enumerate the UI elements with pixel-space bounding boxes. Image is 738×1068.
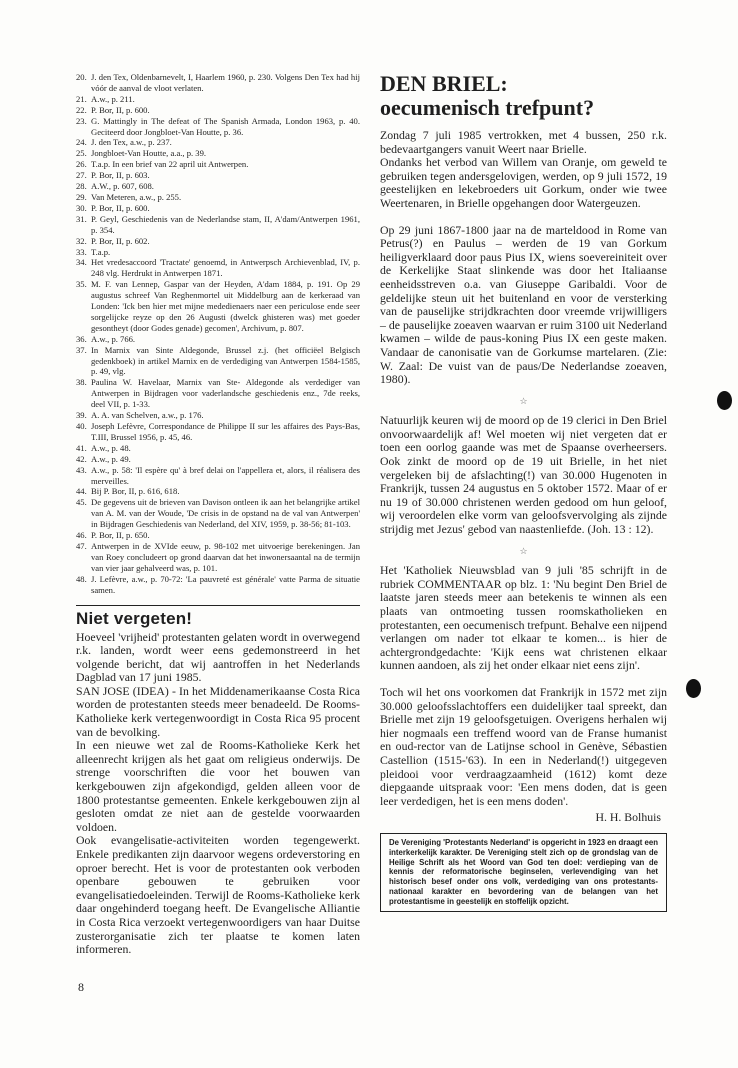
- footnote-item: [76, 421, 360, 443]
- footnote-number: 23.: [76, 115, 87, 126]
- footnote-number: 31.: [76, 213, 87, 224]
- footnote-number: 30.: [76, 202, 87, 213]
- footnote-number: 38.: [76, 377, 87, 388]
- footnote-text: G. Mattingly in The defeat of The Spanish Armada, London 1963, p. 40. Geciteerd door Jongbloet-Van Houtte, p. 36.: [91, 115, 360, 137]
- footnote-number: 33.: [76, 246, 87, 257]
- footnote-text: T.a.p.: [91, 246, 111, 257]
- footnote-item: [76, 334, 360, 345]
- footnote-number: 20.: [76, 72, 87, 82]
- footnote-text: J. Lefèvre, a.w., p. 70-72: 'La pauvreté est générale' vatte Parma de situatie samen.: [91, 573, 360, 595]
- footnote-item: [76, 377, 360, 410]
- footnote-item: [76, 203, 360, 214]
- footnote-number: 48.: [76, 573, 87, 584]
- footnote-item: [76, 530, 360, 541]
- page-number: 8: [78, 980, 84, 994]
- footnote-text: A. A. van Schelven, a.w., p. 176.: [91, 410, 204, 421]
- footnote-item: [76, 345, 360, 378]
- footnote-text: De gegevens uit de brieven van Davison ontleen ik aan het belangrijke artikel van A. M. van der Woude, 'De crisis in de opstand na de val van Antwerpen' in Bijdragen Geschiedenis van Nederland, del XIV, 1959, p. 38-56; 81-103.: [91, 497, 360, 530]
- vereniging-info-box: De Vereniging 'Protestants Nederland' is opgericht in 1923 en draagt een interkerkelijk karakter. De Vereniging stelt zich op de grondslag van de Heilige Schrift als het Woord van God ten doel: verdieping van de kennis der reformatorische beginselen, verlevendiging van het historisch besef onder ons volk, verdediging van ons protestants-nationaal karakter en bevordering van de belangen van het protestantisme in geestelijk en stoffelijk opzicht.: [380, 833, 667, 913]
- paragraph: Hoeveel 'vrijheid' protestanten gelaten wordt in overwegend r.k. landen, wordt weer eens gedemonstreerd in het volgende bericht, dat wij aantroffen in het Nederlands Dagblad van 17 juni 1985.: [76, 629, 361, 685]
- footnote-item: [76, 148, 360, 159]
- footnote-number: 41.: [76, 442, 87, 453]
- footnote-text: J. den Tex, a.w., p. 237.: [91, 137, 172, 148]
- footnote-item: [76, 214, 360, 236]
- footnote-item: [76, 486, 360, 497]
- footnote-number: 34.: [76, 257, 87, 268]
- footnote-item: [76, 247, 360, 258]
- footnote-number: 26.: [76, 159, 87, 170]
- footnote-text: Van Meteren, a.w., p. 255.: [91, 191, 182, 202]
- footnote-number: 35.: [76, 279, 87, 290]
- paragraph: Ondanks het verbod van Willem van Oranje, om geweld te gebruiken tegen andersgelovigen, werden, op 9 juli 1572, 19 geestelijken en lekebroeders uit Gorkum, onder wie twee Weertenaren, in Brielle opgehangen door Watergeuzen.: [380, 155, 667, 210]
- footnote-text: Bij P. Bor, II, p. 616, 618.: [91, 486, 180, 497]
- footnote-text: M. F. van Lennep, Gaspar van der Heyden, A'dam 1884, p. 191. Op 29 augustus schreef Van Reghenmortel uit Middelburg aan de kerkeraad van Londen: 'Ick ben hier met mijne mededienaers naer een periculose ende seer sorgelijcke reyze op den 26 Augusti (dwelck ghisteren was) met goeder gesontheyt (door Godes genade) gecomen', Archivum, p. 807.: [91, 279, 360, 333]
- footnote-item: [76, 94, 360, 105]
- niet-vergeten-body: [76, 631, 360, 957]
- footnote-text: Joseph Lefèvre, Correspondance de Philippe II sur les affaires des Pays-Bas, T.III, Brussel 1956, p. 45, 46.: [91, 421, 360, 442]
- footnote-item: [76, 410, 360, 421]
- footnote-item: [76, 574, 360, 596]
- paragraph: Zondag 7 juli 1985 vertrokken, met 4 bussen, 250 r.k. bedevaartgangers vanuit Weert naar Brielle.: [380, 128, 667, 156]
- footnote-text: A.w., p. 48.: [91, 442, 131, 453]
- footnote-item: [76, 116, 360, 138]
- footnote-number: 24.: [76, 137, 87, 148]
- footnote-number: 25.: [76, 148, 87, 159]
- footnote-text: Antwerpen in de XVIde eeuw, p. 98-102 met uitvoerige berekeningen. Jan van Roey concludeert op grond daarvan dat het inwonersaantal na de termijn van vier jaar gehalveerd was, p. 101.: [91, 540, 360, 573]
- footnote-number: 22.: [76, 104, 87, 115]
- title-line-1: DEN BRIEL:: [380, 71, 508, 96]
- footnote-text: Jongbloet-Van Houtte, a.a., p. 39.: [91, 148, 207, 159]
- footnote-number: 45.: [76, 497, 87, 508]
- footnote-text: P. Geyl, Geschiedenis van de Nederlandse stam, II, A'dam/Antwerpen 1961, p. 354.: [91, 213, 360, 235]
- footnote-item: [76, 279, 360, 334]
- footnote-item: [76, 497, 360, 530]
- footnote-number: 36.: [76, 333, 87, 344]
- footnote-number: 37.: [76, 344, 87, 355]
- right-column: [380, 72, 667, 912]
- title-line-2: oecumenisch trefpunt?: [380, 95, 595, 120]
- footnote-text: P. Bor, II, p. 603.: [91, 170, 150, 181]
- footnote-number: 46.: [76, 530, 87, 541]
- footnote-item: [76, 192, 360, 203]
- footnote-text: Het vredesaccoord 'Tractate' genoemd, in Antwerpsch Archievenblad, IV, p. 248 vlg. Herdrukt in Antwerpen 1871.: [91, 257, 360, 279]
- footnote-text: A.w., p. 58: 'Il espère qu' à bref delai on l'appellera et, alors, il réalisera des merveilles.: [91, 464, 360, 486]
- footnote-item: [76, 454, 360, 465]
- footnote-number: 47.: [76, 540, 87, 551]
- star-separator: ☆: [519, 545, 528, 556]
- paragraph: Op 29 juni 1867-1800 jaar na de marteldood in Rome van Petrus(?) en Paulus – werden de 19 van Gorkum heiligverklaard door paus Pius IX, wiens soevereiniteit over de Kerkelijke Staat slinkende was door het Italiaanse eenheidsstreven o.a. van Giuseppe Garibaldi. Voor de geldelijke steun uit het buitenland en voor de versterking van de pauselijke strijdkrachten door vreemde vrijwilligers – de pauselijke zoeaven waarvan er ruim 3100 uit Nederland kwamen – wilde de paus-koning Pius IX een geste maken. Vandaar de canonisatie van de Gorkumse martelaren. (Zie: W. Zaal: De vuist van de paus/De Nederlandse zoeaven, 1980).: [380, 222, 667, 387]
- left-column: [76, 72, 360, 957]
- paragraph: In een nieuwe wet zal de Rooms-Katholieke Kerk het alleenrecht krijgen als het gaat om religieus onderwijs. De strenge voorschriften die voor het bouwen van kerkgebouwen zijn afgekondigd, gelden alleen voor de 1800 protestantse gemeenten. Enkele kerkgebouwen zijn al gesloten omdat ze niet aan de gestelde voorwaarden voldoen.: [76, 738, 360, 834]
- footnote-text: P. Bor, II, p. 600.: [91, 202, 150, 213]
- footnote-item: [76, 159, 360, 170]
- footnote-number: 39.: [76, 410, 87, 421]
- paragraph: Het 'Katholiek Nieuwsblad van 9 juli '85 schrijft in de rubriek COMMENTAAR op blz. 1: 'Nu begint Den Briel de laatste jaren steeds meer aan betekenis te winnen als een plaats van ontmoeting tussen roomskatholieken en protestanten, een oecumenisch trefpunt. Behalve een nijpend verlangen om nader tot elkaar te komen... is hier de achtergrondgedachte: 'Kijk eens wat christenen elkaar kunnen aandoen, als zij het onder elkaar niet eens zijn'.: [380, 563, 667, 673]
- den-briel-body: [380, 129, 667, 825]
- footnote-item: [76, 72, 360, 94]
- punch-hole-mark: [686, 679, 701, 698]
- footnote-text: A.W., p. 607, 608.: [91, 181, 154, 192]
- footnote-text: P. Bor, II, p. 602.: [91, 235, 150, 246]
- footnote-item: [76, 105, 360, 116]
- footnote-number: 28.: [76, 181, 87, 192]
- star-separator: ☆: [519, 395, 528, 406]
- footnote-number: 29.: [76, 191, 87, 202]
- footnote-number: 32.: [76, 235, 87, 246]
- footnote-number: 27.: [76, 170, 87, 181]
- footnote-item: [76, 137, 360, 148]
- footnote-item: [76, 443, 360, 454]
- paragraph: Toch wil het ons voorkomen dat Frankrijk in 1572 met zijn 30.000 geloofsslachtoffers een duidelijker taal spreekt, dan Brielle met zijn 19 geloofsgetuigen. Overigens herhalen wij hier nogmaals een treffend woord van de Franse humanist en oud-rector van de Latijnse school in Genève, Sébastien Castellion (1515-'63). In een in Nederland(!) uitgegeven pleidooi voor verdraagzaamheid (1612) komt deze diepgaande uitspraak voor: 'Een mens doden, dat is geen leer verdedigen, het is een mens doden'.: [380, 684, 667, 808]
- paragraph: SAN JOSE (IDEA) - In het Middenamerikaanse Costa Rica worden de protestanten steeds meer benadeeld. De Rooms-Katholieke kerk vertegenwoordigt in Costa Rica 95 procent van de bevolking.: [76, 683, 360, 739]
- paragraph: Ook evangelisatie-activiteiten worden tegengewerkt. Enkele predikanten zijn daarvoor wegens ordeverstoring en oproer berecht. Het is voor de protestanten ook verboden openbare gebouwen te gebruiken voor evangelisatiedoeleinden. Terwijl de Rooms-Katholieke kerk daar ongehinderd toegang heeft. De Evangelische Alliantie in Costa Rica verzoekt vertegenwoordigers van haar Duitse zusterorganisatie zich ter plaatse te komen laten informeren.: [76, 833, 360, 957]
- footnote-item: [76, 181, 360, 192]
- footnote-item: [76, 257, 360, 279]
- footnote-text: A.w., p. 766.: [91, 333, 136, 344]
- footnote-number: 21.: [76, 93, 87, 104]
- footnotes-list: [76, 72, 360, 596]
- footnote-text: In Marnix van Sinte Aldegonde, Brussel z.j. (het officiëel Belgisch gedenkboek) in artikel Marnix en de verdediging van Antwerpen 1584-1585, p. 49, vlg.: [91, 344, 360, 377]
- footnote-text: A.w., p. 211.: [91, 93, 135, 104]
- footnote-item: [76, 236, 360, 247]
- article-title: [380, 72, 667, 120]
- footnote-number: 40.: [76, 421, 87, 431]
- footnote-item: [76, 170, 360, 181]
- footnote-text: J. den Tex, Oldenbarnevelt, I, Haarlem 1960, p. 230. Volgens Den Tex had hij vóór de aanval de vloot verlaten.: [91, 72, 360, 93]
- niet-vergeten-title: Niet vergeten!: [76, 608, 193, 628]
- footnote-text: Paulina W. Havelaar, Marnix van Ste- Aldegonde als verdediger van Antwerpen in Bijdragen voor vaderlandsche geschiedenis enz., 7de reeks, deel VII, p. 1-33.: [91, 377, 360, 410]
- footnote-text: P. Bor, II, p. 600.: [91, 104, 150, 115]
- footnote-item: [76, 541, 360, 574]
- footnote-number: 44.: [76, 486, 87, 497]
- punch-hole-mark: [717, 391, 732, 410]
- footnote-number: 43.: [76, 464, 87, 475]
- footnote-text: A.w., p. 49.: [91, 453, 131, 464]
- footnote-text: T.a.p. In een brief van 22 april uit Antwerpen.: [91, 159, 249, 170]
- paragraph: Natuurlijk keuren wij de moord op de 19 clerici in Den Briel onvoorwaardelijk af! Wel moeten wij niet vergeten dat er toen een oorlog gaande was met de Spaanse overheersers. Ook zinkt de moord op de 19 uit Brielle, in het niet vergeleken bij de afslachting(!) van 30.000 Hugenoten in Frankrijk, tussen 24 augustus en 5 oktober 1572. Maar of er nu 19 of 30.000 christenen werden gedood om hun geloof, wij veroordelen elke vorm van geloofsvervolging als zijnde strijdig met Jezus' gebod van naastenliefde. (Joh. 13 : 12).: [380, 413, 667, 537]
- author-signature: H. H. Bolhuis: [595, 810, 661, 825]
- footnote-text: P. Bor, II, p. 650.: [91, 530, 150, 541]
- footnote-number: 42.: [76, 453, 87, 464]
- footnote-item: [76, 465, 360, 487]
